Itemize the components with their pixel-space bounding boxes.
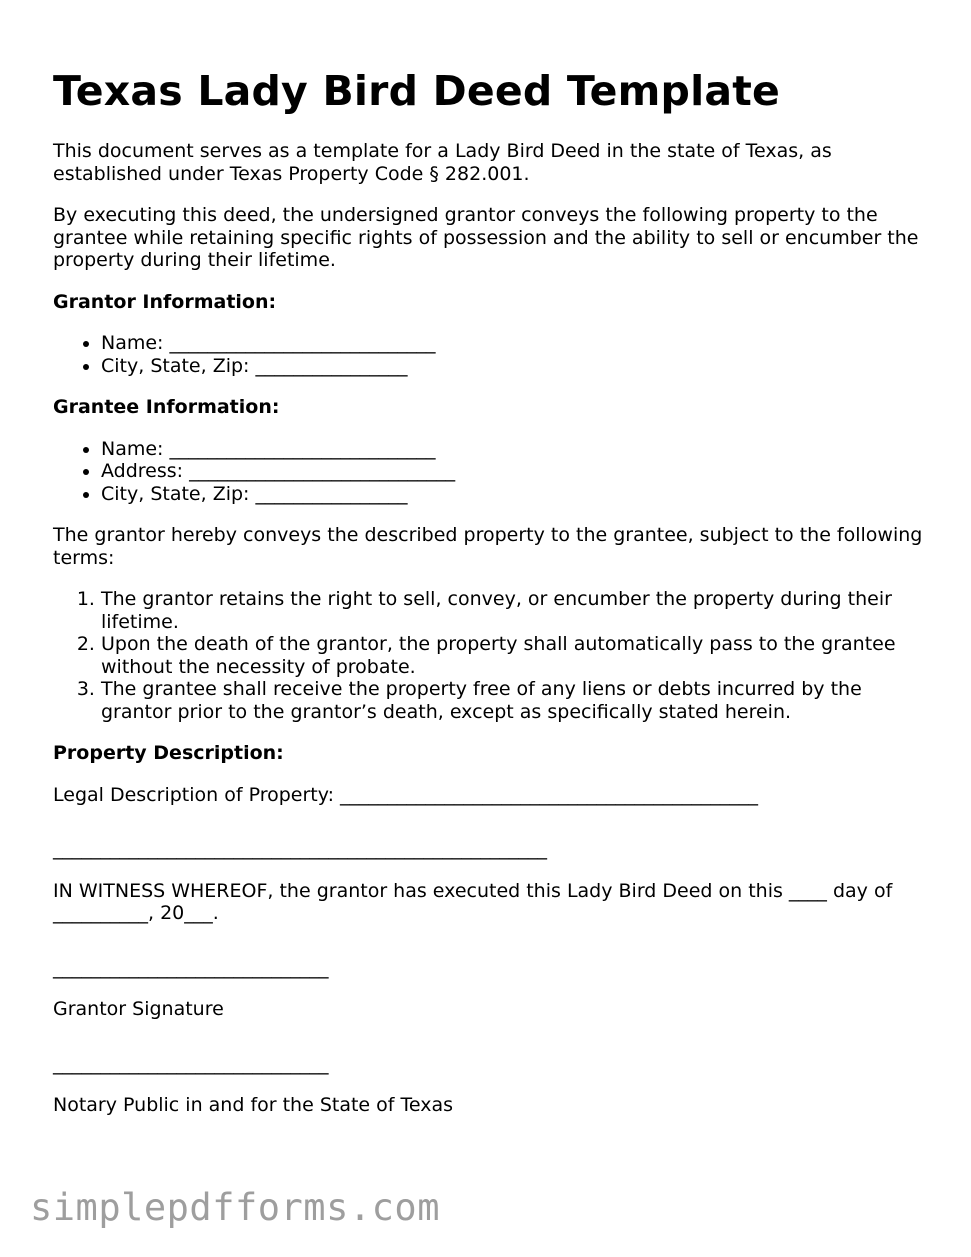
watermark: simplepdfforms.com bbox=[30, 1186, 440, 1229]
witness-paragraph: IN WITNESS WHEREOF, the grantor has executed this Lady Bird Deed on this ____ day of __________, 20___. bbox=[53, 879, 893, 924]
document bbox=[53, 62, 923, 1136]
grantee-name-field: • Name: ____________________________ bbox=[101, 438, 923, 461]
legal-description-field: Legal Description of Property: ____________________________________________ bbox=[53, 783, 759, 806]
grantor-signature-label: Grantor Signature bbox=[53, 998, 224, 1020]
grantor-name-field: • Name: ____________________________ bbox=[101, 332, 923, 355]
legal-description-extra-line: ____________________________________________________ bbox=[53, 838, 547, 860]
grantor-signature-line: _____________________________ bbox=[53, 956, 329, 979]
term-item: 1. The grantor retains the right to sell, convey, or encumber the property during their lifetime. bbox=[101, 588, 923, 633]
terms-intro: The grantor hereby conveys the described property to the grantee, subject to the following terms: bbox=[53, 524, 923, 569]
page-title: Texas Lady Bird Deed Template bbox=[53, 67, 781, 115]
grantee-address-field: • Address: ____________________________ bbox=[101, 460, 923, 483]
term-item: 2. Upon the death of the grantor, the property shall automatically pass to the grantee without the necessity of probate. bbox=[101, 633, 923, 678]
grantor-list bbox=[53, 332, 923, 377]
grantee-heading: Grantee Information: bbox=[53, 396, 280, 418]
grantor-city-field: • City, State, Zip: ________________ bbox=[101, 355, 923, 378]
conveyance-paragraph: By executing this deed, the undersigned grantor conveys the following property to the grantee while retaining specific rights of possession and the ability to sell or encumber the property during their lifetime. bbox=[53, 204, 919, 271]
intro-paragraph: This document serves as a template for a Lady Bird Deed in the state of Texas, as established under Texas Property Code § 282.001. bbox=[53, 140, 832, 185]
notary-signature-line: _____________________________ bbox=[53, 1052, 329, 1075]
term-item: 3. The grantee shall receive the property free of any liens or debts incurred by the grantor prior to the grantor’s death, except as specifically stated herein. bbox=[101, 678, 923, 723]
notary-label: Notary Public in and for the State of Texas bbox=[53, 1094, 454, 1116]
grantee-list bbox=[53, 438, 923, 506]
terms-list bbox=[53, 588, 923, 723]
property-heading: Property Description: bbox=[53, 742, 284, 764]
grantor-heading: Grantor Information: bbox=[53, 290, 277, 313]
grantee-city-field: • City, State, Zip: ________________ bbox=[101, 483, 923, 506]
